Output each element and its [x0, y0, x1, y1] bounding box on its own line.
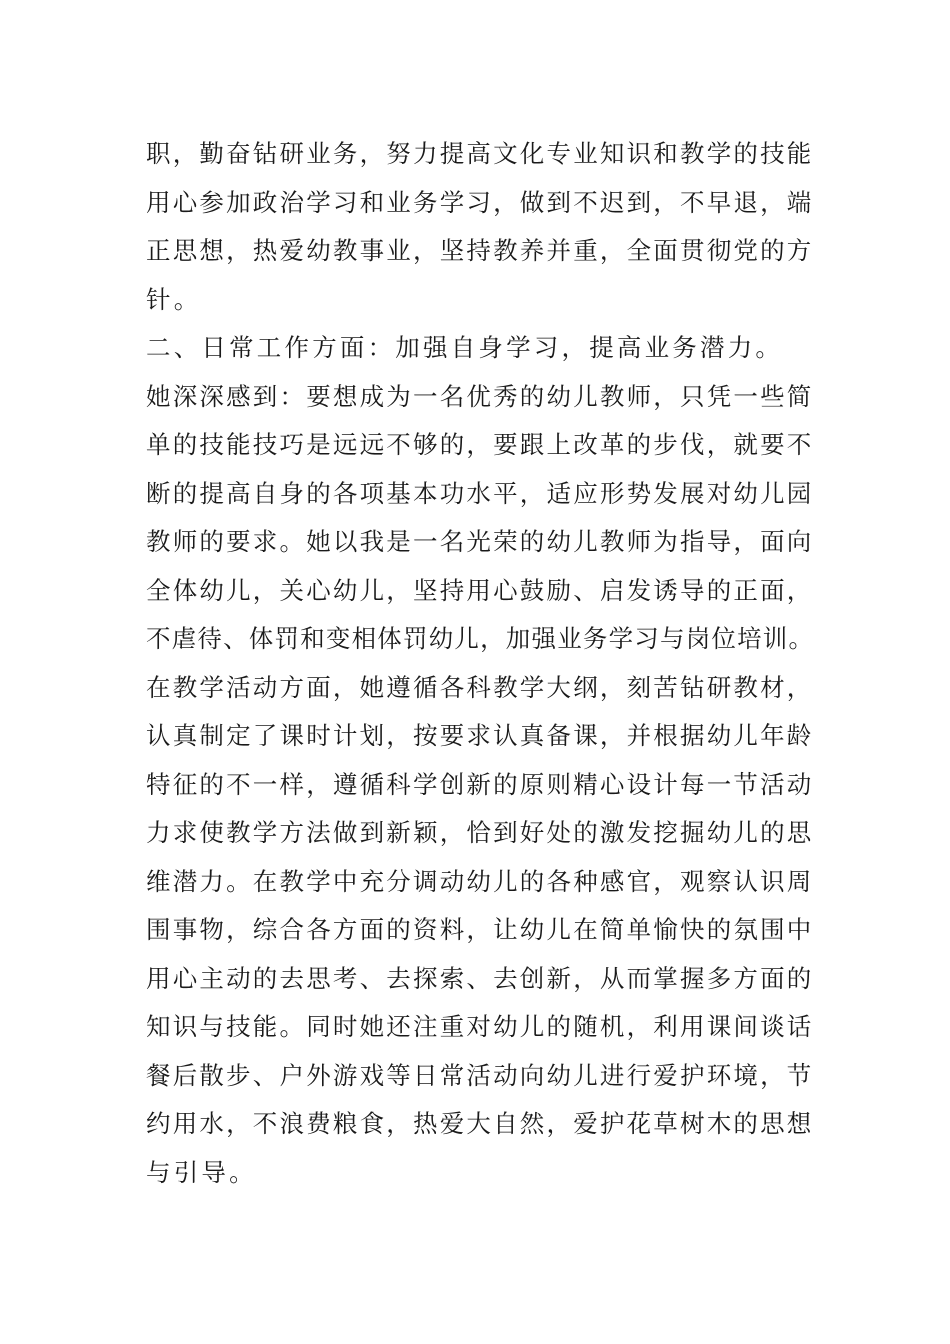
text-line: 与引导。 [146, 1157, 257, 1187]
text-line: 断的提高自身的各项基本功水平，适应形势发展对幼儿园 [146, 478, 814, 508]
text-line: 针。 [146, 284, 202, 314]
text-line: 力求使教学方法做到新颖，恰到好处的激发挖掘幼儿的思 [146, 818, 814, 847]
text-line: 用心参加政治学习和业务学习，做到不迟到，不早退，端 [146, 187, 814, 217]
text-line: 维潜力。在教学中充分调动幼儿的各种感官，观察认识周 [146, 866, 814, 896]
text-line: 餐后散步、户外游戏等日常活动向幼儿进行爱护环境，节 [146, 1060, 814, 1090]
text-line: 特征的不一样，遵循科学创新的原则精心设计每一节活动 [146, 769, 814, 799]
text-line: 围事物，综合各方面的资料，让幼儿在简单愉快的氛围中 [146, 915, 814, 944]
text-line: 约用水，不浪费粮食，热爱大自然，爱护花草树木的思想 [146, 1109, 814, 1138]
text-line: 教师的要求。她以我是一名光荣的幼儿教师为指导，面向 [146, 527, 814, 556]
text-line: 全体幼儿，关心幼儿，坚持用心鼓励、启发诱导的正面， [146, 575, 814, 605]
body-text [146, 130, 816, 1197]
text-line: 不虐待、体罚和变相体罚幼儿，加强业务学习与岗位培训。 [146, 624, 815, 653]
text-line: 正思想，热爱幼教事业，坚持教养并重，全面贯彻党的方 [146, 236, 814, 265]
text-line: 单的技能技巧是远远不够的，要跟上改革的步伐，就要不 [146, 430, 814, 459]
section-heading: 二、日常工作方面：加强自身学习，提高业务潜力。 [146, 333, 784, 362]
text-line: 在教学活动方面，她遵循各科教学大纲，刻苦钻研教材， [146, 672, 814, 702]
text-line: 用心主动的去思考、去探索、去创新，从而掌握多方面的 [146, 963, 814, 993]
text-line: 认真制定了课时计划，按要求认真备课，并根据幼儿年龄 [146, 721, 814, 750]
text-line: 知识与技能。同时她还注重对幼儿的随机，利用课间谈话 [146, 1012, 814, 1041]
text-line: 职，勤奋钻研业务，努力提高文化专业知识和教学的技能 [146, 139, 814, 168]
text-line: 她深深感到：要想成为一名优秀的幼儿教师，只凭一些简 [146, 381, 814, 411]
